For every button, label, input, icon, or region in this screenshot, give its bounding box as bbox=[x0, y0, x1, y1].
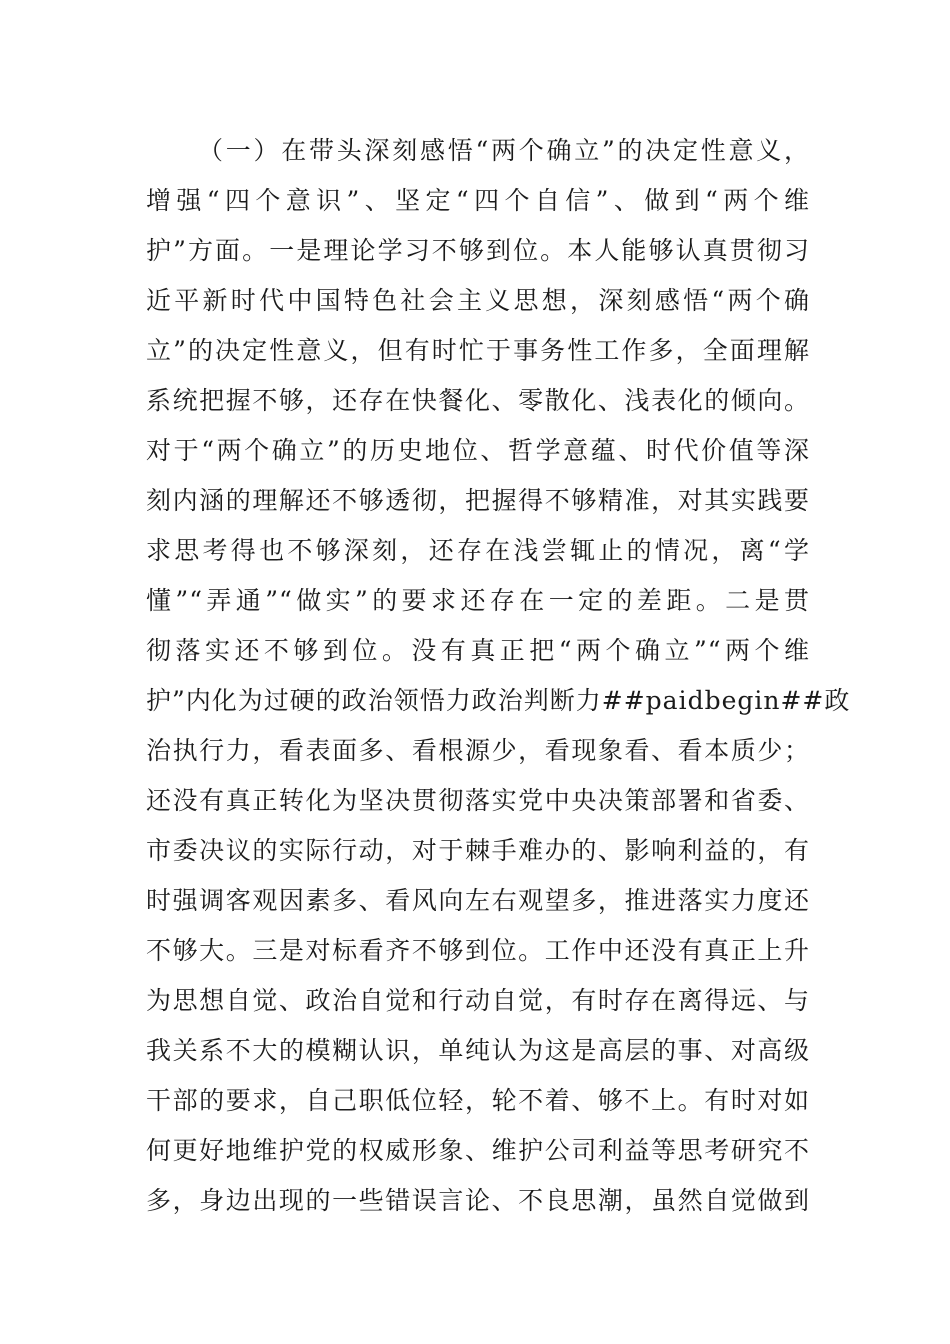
paragraph-line: 增强“四个意识”、坚定“四个自信”、做到“两个维 bbox=[146, 186, 810, 215]
paragraph-line: （一）在带头深刻感悟“两个确立”的决定性意义， bbox=[198, 136, 810, 165]
paragraph-line: 求思考得也不够深刻，还存在浅尝辄止的情况，离“学 bbox=[146, 536, 810, 565]
paragraph-line: 市委决议的实际行动，对于棘手难办的、影响利益的，有 bbox=[146, 836, 810, 865]
paragraph-line: 时强调客观因素多、看风向左右观望多，推进落实力度还 bbox=[146, 886, 810, 915]
paragraph-line: 我关系不大的模糊认识，单纯认为这是高层的事、对高级 bbox=[146, 1036, 810, 1065]
paragraph-line: 护”方面。一是理论学习不够到位。本人能够认真贯彻习 bbox=[146, 236, 810, 265]
paragraph-line: 系统把握不够，还存在快餐化、零散化、浅表化的倾向。 bbox=[146, 386, 810, 415]
paragraph-line: 为思想自觉、政治自觉和行动自觉，有时存在离得远、与 bbox=[146, 986, 810, 1015]
paragraph-line: 近平新时代中国特色社会主义思想，深刻感悟“两个确 bbox=[146, 286, 810, 315]
body-paragraph bbox=[146, 126, 851, 1226]
paragraph-line: 刻内涵的理解还不够透彻，把握得不够精准，对其实践要 bbox=[146, 486, 810, 515]
paragraph-line: 多，身边出现的一些错误言论、不良思潮，虽然自觉做到 bbox=[146, 1186, 810, 1215]
paragraph-line: 对于“两个确立”的历史地位、哲学意蕴、时代价值等深 bbox=[146, 436, 810, 465]
paragraph-line: 懂”“弄通”“做实”的要求还存在一定的差距。二是贯 bbox=[146, 586, 810, 615]
paragraph-line: 还没有真正转化为坚决贯彻落实党中央决策部署和省委、 bbox=[146, 786, 810, 815]
paragraph-line: 不够大。三是对标看齐不够到位。工作中还没有真正上升 bbox=[146, 936, 810, 965]
paragraph-line: 立”的决定性意义，但有时忙于事务性工作多，全面理解 bbox=[146, 336, 810, 365]
paragraph-line: 护”内化为过硬的政治领悟力政治判断力##paidbegin##政 bbox=[146, 686, 851, 715]
paragraph-line: 彻落实还不够到位。没有真正把“两个确立”“两个维 bbox=[146, 636, 810, 665]
paragraph-line: 何更好地维护党的权威形象、维护公司利益等思考研究不 bbox=[146, 1136, 810, 1165]
paragraph-line: 干部的要求，自己职低位轻，轮不着、够不上。有时对如 bbox=[146, 1086, 810, 1115]
paragraph-line: 治执行力，看表面多、看根源少，看现象看、看本质少； bbox=[146, 736, 810, 765]
